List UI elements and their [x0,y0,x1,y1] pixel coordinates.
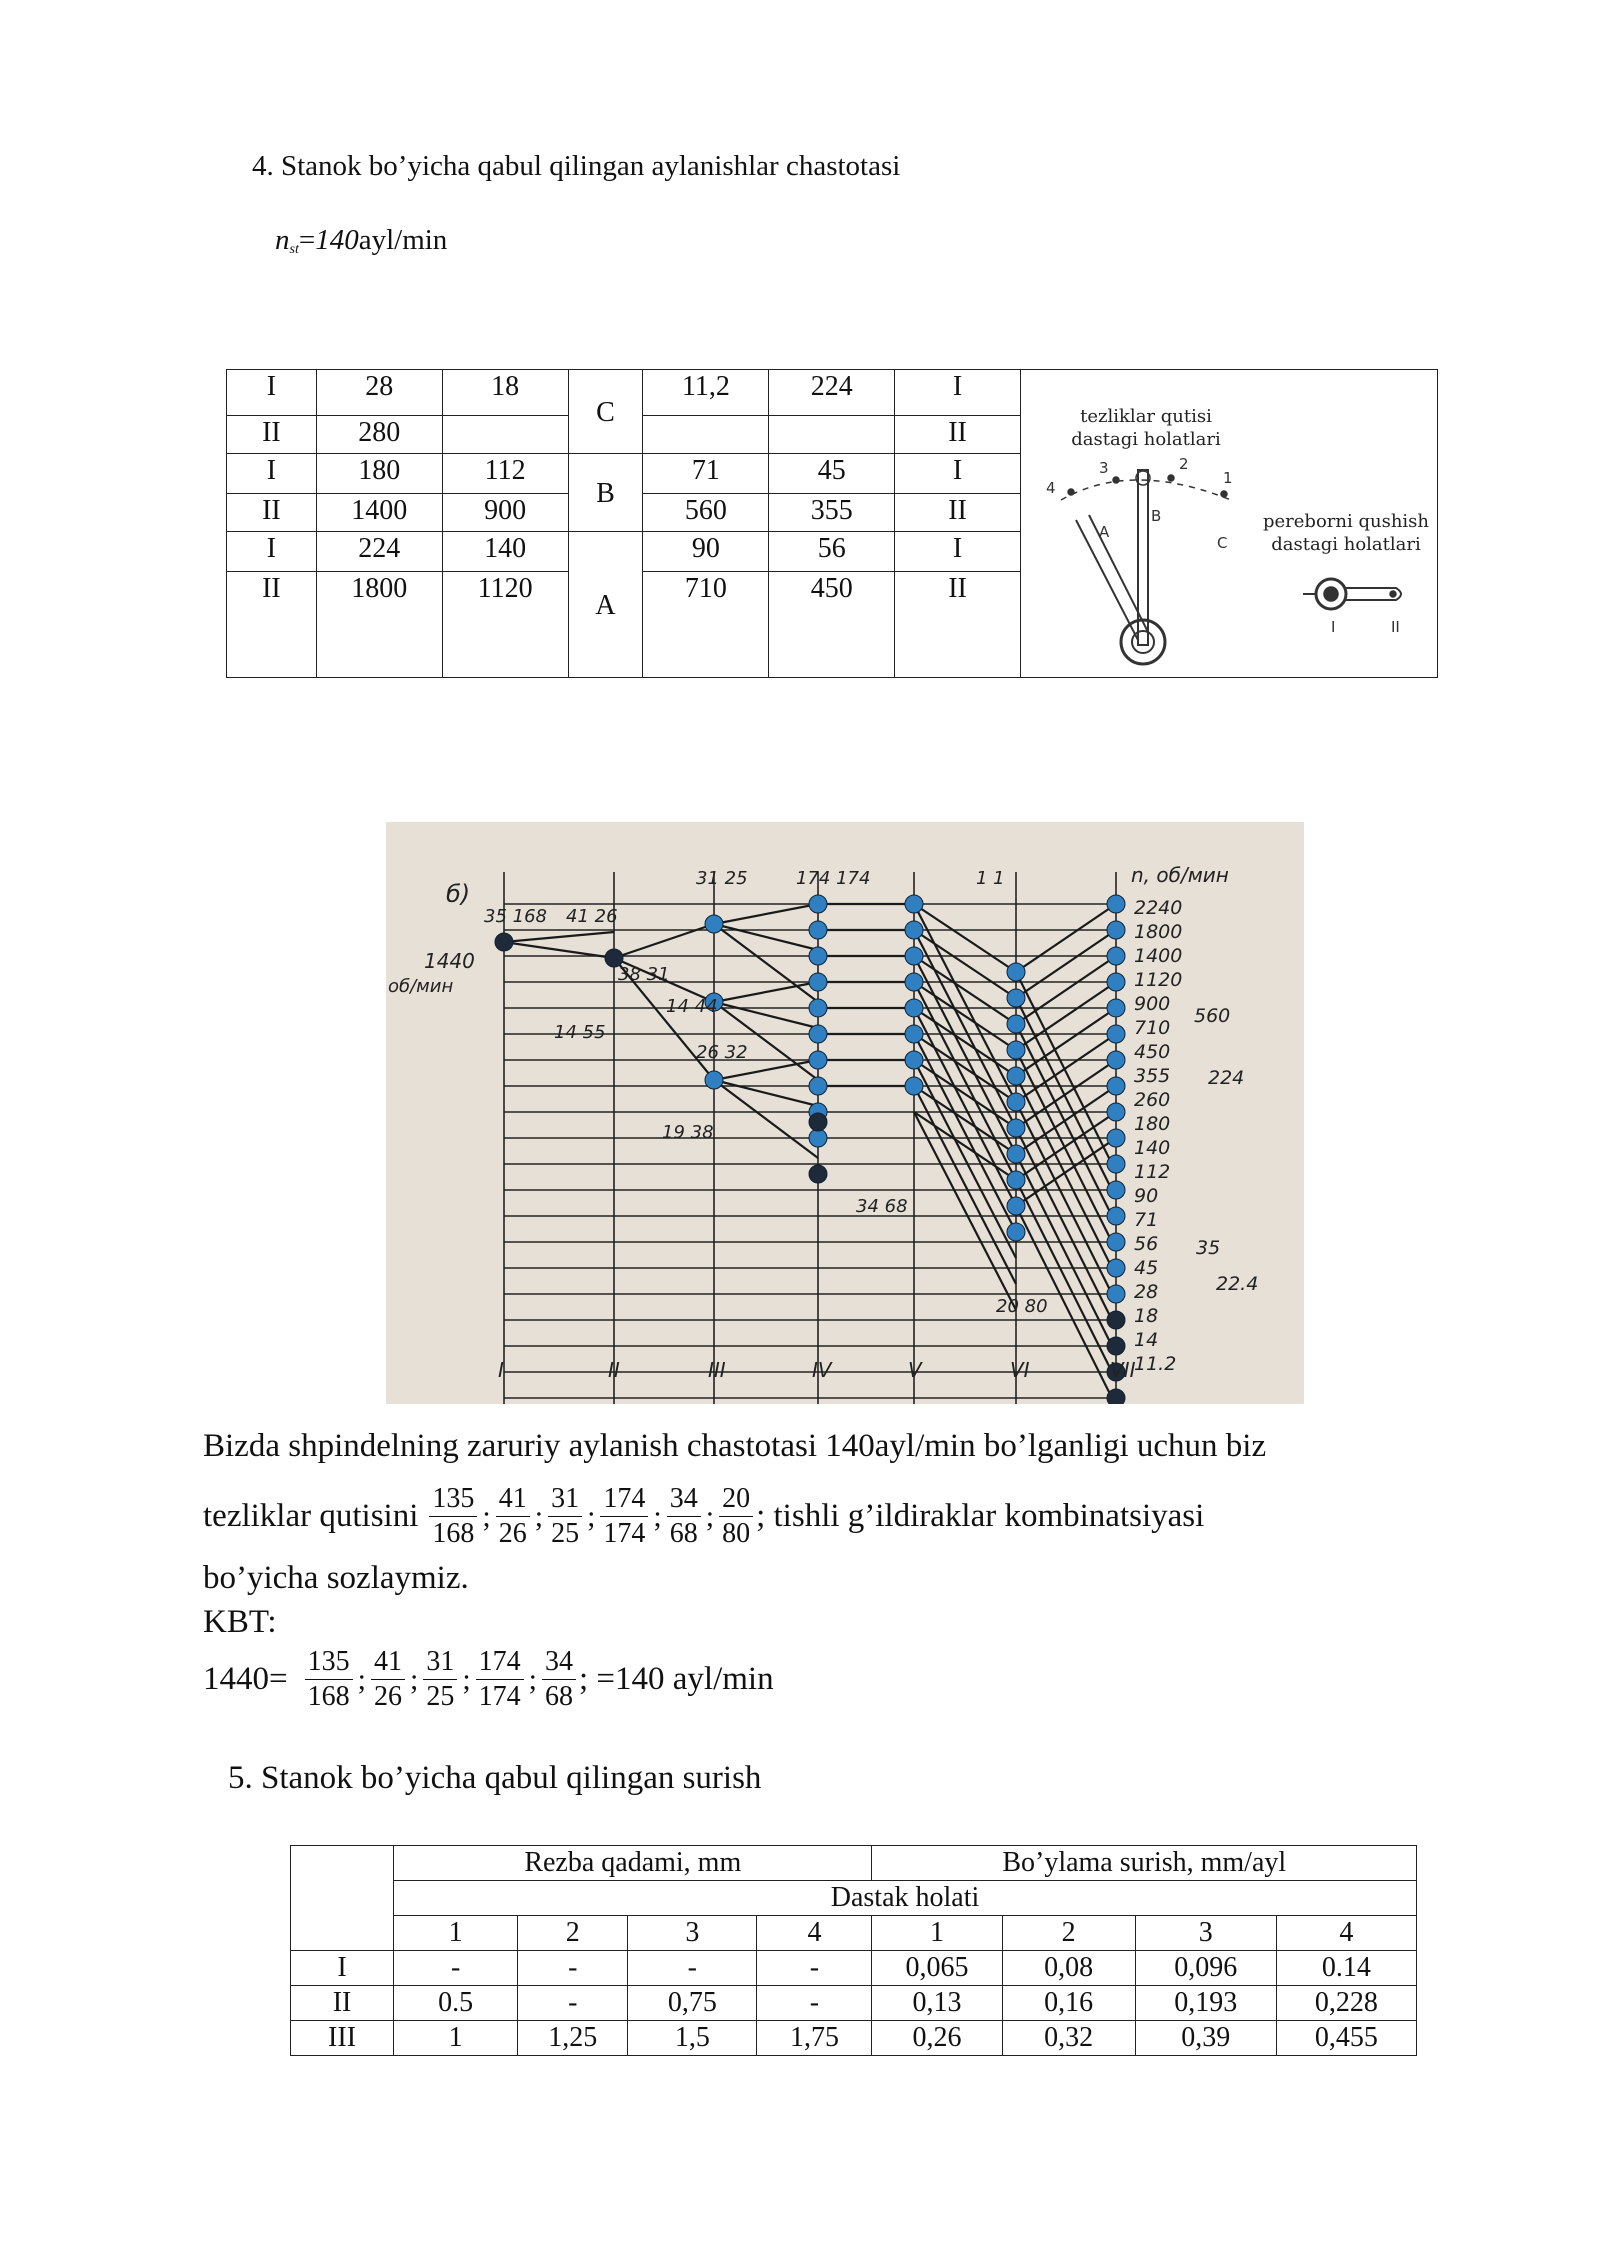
diagram-speed-node [809,1077,827,1095]
nst-symbol: n [275,224,290,256]
para-line-3: bo’yicha sozlaymiz. [203,1560,469,1596]
t1-cell: 112 [442,454,568,494]
diagram-gear-label: 31 25 [696,868,748,889]
feed-table [290,1845,1417,2056]
fraction-denominator: 174 [603,1518,646,1549]
fraction-separator: ; [409,1662,419,1696]
diagram-gear-label: 174 174 [796,868,871,889]
t1-cell: I [895,532,1021,572]
diagram-speed-label: 18 [1134,1305,1159,1327]
t1-cell: II [227,494,317,532]
diagram-speed-node [905,895,923,913]
t2-cell: - [518,1951,628,1986]
t2-col-header: 3 [628,1916,757,1951]
fraction-numerator: 34 [667,1482,701,1517]
formula-start: 1440= [203,1661,288,1697]
t2-cell: 0,16 [1002,1986,1135,2021]
t2-row-label: III [291,2021,394,2056]
diagram-gear-label: 41 26 [566,906,618,927]
diagram-speed-label: 90 [1134,1185,1159,1207]
fraction-numerator: 174 [600,1482,648,1517]
fraction-denominator: 168 [307,1681,350,1712]
diagram-speed-node [1107,1181,1125,1199]
t1-cell: 280 [316,416,442,454]
t1-cell: 1400 [316,494,442,532]
fraction-numerator: 135 [305,1645,353,1680]
t2-cell: - [628,1951,757,1986]
gear-ratio-fraction [476,1645,524,1714]
t1-cell: II [227,572,317,678]
fraction-separator: ; [462,1662,471,1696]
diagram-speed-label: 71 [1134,1209,1159,1231]
fraction-separator: ; [587,1499,596,1533]
t1-cell: II [895,416,1021,454]
diagram-speed-node [1107,1233,1125,1251]
fraction-separator: ; [705,1499,715,1533]
t1-cell: I [227,454,317,494]
t2-corner [291,1846,394,1951]
diagram-speed-label: 180 [1134,1113,1171,1135]
gear-ratio-fraction [667,1482,701,1551]
t1-cell: 11,2 [643,370,769,416]
t1-cell: 450 [769,572,895,678]
t1-cell: 224 [769,370,895,416]
diagram-gear-label: 26 32 [696,1042,748,1063]
gear-ratio-fraction [719,1482,753,1551]
diagram-speed-node [905,947,923,965]
t2-cell: 0,13 [872,1986,1002,2021]
diagram-speed-node [809,1113,827,1131]
t2-cell: 1 [394,2021,518,2056]
fig-label-1: tezliklar qutisi [1080,406,1213,427]
diagram-speed-label: 355 [1134,1065,1171,1087]
t2-cell: 0,228 [1276,1986,1416,2021]
diagram-speed-label: 28 [1134,1281,1159,1303]
t2-cell: 1,25 [518,2021,628,2056]
speed-structure-diagram [386,822,1304,1404]
diagram-gear-label: 38 31 [618,964,670,985]
t2-col-header: 1 [394,1916,518,1951]
diagram-speed-label-right: 560 [1194,1005,1231,1027]
diagram-speed-node [1107,1155,1125,1173]
diagram-shaft-label: III [708,1358,726,1382]
t2-col-header: 2 [518,1916,628,1951]
diagram-speed-label: 112 [1134,1161,1171,1183]
t1-cell: II [895,494,1021,532]
t2-cell: 0.5 [394,1986,518,2021]
gear-ratio-fraction [371,1645,405,1714]
diagram-speed-node [905,973,923,991]
diagram-speed-label-right: 22.4 [1216,1273,1259,1295]
t1-cell [643,416,769,454]
diagram-gear-label: 14 55 [554,1022,606,1043]
fraction-denominator: 68 [545,1681,573,1712]
t2-cell: 0,32 [1002,2021,1135,2056]
diagram-speed-node [1107,1311,1125,1329]
diagram-speed-node [905,1051,923,1069]
diagram-speed-label: 2240 [1134,897,1183,919]
t2-col-header: 3 [1135,1916,1276,1951]
t1-cell: 18 [442,370,568,416]
t1-letter-a: A [568,532,643,678]
t2-cell: - [394,1951,518,1986]
gear-ratio-fraction [496,1482,530,1551]
diagram-speed-node [1107,1285,1125,1303]
diagram-speed-node [1107,973,1125,991]
diagram-shaft-label: I [498,1358,504,1382]
kbt-label: KBT: [203,1604,277,1640]
fig-pos-3: 3 [1099,459,1110,477]
fig-lever-drawing [1061,470,1401,664]
diagram-speed-label: 1120 [1134,969,1183,991]
diagram-speed-node [705,1071,723,1089]
t1-cell: 180 [316,454,442,494]
diagram-speed-label: 260 [1134,1089,1171,1111]
t1-cell: 710 [643,572,769,678]
fraction-numerator: 41 [371,1645,405,1680]
diagram-speed-label: 11.2 [1134,1353,1177,1375]
fraction-separator: ; [528,1662,537,1696]
diagram-shaft-label: VI [1010,1358,1030,1382]
diagram-speed-label: 1400 [1134,945,1183,967]
diagram-speed-node [809,947,827,965]
fig-pos-1: 1 [1223,469,1234,487]
diagram-speed-node [705,915,723,933]
diagram-speed-node [905,1025,923,1043]
t2-col-header: 2 [1002,1916,1135,1951]
diagram-speed-node [1007,1119,1025,1137]
diagram-speed-node [905,999,923,1017]
diagram-unit-label: n, об/мин [1131,863,1229,887]
diagram-input-unit: об/мин [388,976,454,997]
spindle-speed-line [275,224,447,258]
t2-cell: 0,455 [1276,2021,1416,2056]
t1-cell [769,416,895,454]
diagram-speed-node [1007,989,1025,1007]
t1-cell: 560 [643,494,769,532]
fraction-denominator: 25 [551,1518,580,1549]
speed-diagram-svg [386,822,1304,1404]
diagram-speed-node [905,1077,923,1095]
fraction-denominator: 168 [432,1518,475,1549]
table-row [291,1951,1417,1986]
diagram-speed-node [809,1165,827,1183]
nst-unit: ayl/min [358,224,448,256]
t1-cell: 45 [769,454,895,494]
fraction-numerator: 31 [423,1645,457,1680]
t1-cell: 140 [442,532,568,572]
diagram-speed-node [1107,1259,1125,1277]
t2-cell: 0.14 [1276,1951,1416,1986]
fraction-separator: ; [653,1499,662,1533]
diagram-speed-node [1007,963,1025,981]
diagram-speed-node [1107,921,1125,939]
speed-table [226,369,1438,678]
diagram-corner-label: б) [446,880,471,908]
diagram-speed-node [1107,1051,1125,1069]
gear-ratio-fraction [423,1645,457,1714]
diagram-speed-node [809,973,827,991]
diagram-speed-node [809,895,827,913]
gear-fractions-1 [426,1482,756,1551]
t1-cell: 71 [643,454,769,494]
fig-letter-b: B [1151,507,1162,525]
t1-cell: 900 [442,494,568,532]
fraction-numerator: 34 [542,1645,576,1680]
diagram-speed-label: 710 [1134,1017,1171,1039]
diagram-speed-label: 56 [1134,1233,1159,1255]
fig-letter-c: C [1217,534,1228,552]
t1-cell: I [895,370,1021,416]
t1-cell: 355 [769,494,895,532]
diagram-speed-label: 45 [1134,1257,1159,1279]
t1-cell: 90 [643,532,769,572]
diagram-speed-label: 14 [1134,1329,1159,1351]
t1-letter-b: B [568,454,643,532]
diagram-speed-label: 1800 [1134,921,1183,943]
fraction-numerator: 31 [548,1482,582,1517]
fraction-numerator: 174 [476,1645,524,1680]
fig-label-2: dastagi holatlari [1071,429,1222,450]
diagram-speed-label: 450 [1134,1041,1171,1063]
t1-cell [442,416,568,454]
nst-subscript: st [289,242,299,257]
nst-eq: = [298,224,316,256]
diagram-shaft-label: V [908,1358,922,1382]
diagram-speed-node [1107,1389,1125,1404]
para-line-2-start: tezliklar qutisini [203,1498,419,1534]
t2-row-label: II [291,1986,394,2021]
para-line-2-end: ; tishli g’ildiraklar kombinatsiyasi [756,1498,1205,1534]
diagram-speed-node [1007,1093,1025,1111]
diagram-gear-label: 34 68 [856,1196,908,1217]
gear-ratio-fraction [305,1645,353,1714]
diagram-speed-node [1007,1197,1025,1215]
gear-ratio-fraction [548,1482,582,1551]
diagram-shaft-label: VII [1110,1358,1136,1382]
gearbox-lever-figure [1021,370,1436,670]
t1-cell: II [227,416,317,454]
diagram-speed-node [1007,1171,1025,1189]
t1-cell: 1120 [442,572,568,678]
t2-group-feed: Bo’ylama surish, mm/ayl [872,1846,1417,1881]
fig-switch-1: I [1331,618,1336,636]
t2-subheader: Dastak holati [394,1881,1417,1916]
kbt-formula [203,1645,774,1714]
t2-group-thread: Rezba qadami, mm [394,1846,872,1881]
gear-ratio-fraction [542,1645,576,1714]
fraction-denominator: 80 [722,1518,751,1549]
formula-end: ; =140 ayl/min [579,1661,774,1697]
t2-col-header: 4 [757,1916,872,1951]
diagram-gear-label: 1 1 [976,868,1005,889]
t1-cell: II [895,572,1021,678]
diagram-speed-node [1007,1067,1025,1085]
t2-cell: 0,75 [628,1986,757,2021]
t1-cell: 56 [769,532,895,572]
t2-cell: 0,193 [1135,1986,1276,2021]
diagram-speed-node [495,933,513,951]
diagram-speed-node [905,921,923,939]
t2-cell: 0,065 [872,1951,1002,1986]
fig-pos-2: 2 [1179,455,1190,473]
t1-letter-c: C [568,370,643,454]
diagram-speed-node [1107,895,1125,913]
t2-cell: - [518,1986,628,2021]
t1-cell: I [895,454,1021,494]
diagram-speed-node [1007,1223,1025,1241]
t2-col-header: 1 [872,1916,1002,1951]
diagram-gear-label: 14 44 [666,996,718,1017]
diagram-speed-label-right: 35 [1196,1237,1221,1259]
para-line-1: Bizda shpindelning zaruriy aylanish chastotasi 140ayl/min bo’lganligi uchun biz [203,1428,1267,1464]
fig-label-4: dastagi holatlari [1271,534,1422,555]
gear-ratio-fraction [600,1482,648,1551]
diagram-speed-node [1107,1025,1125,1043]
fraction-denominator: 174 [478,1681,521,1712]
diagram-speed-node [1107,999,1125,1017]
t2-cell: 0,08 [1002,1951,1135,1986]
diagram-speed-node [1107,1129,1125,1147]
diagram-speed-label: 900 [1134,993,1171,1015]
t1-cell: I [227,532,317,572]
fraction-separator: ; [482,1499,491,1533]
t2-cell: 1,5 [628,2021,757,2056]
gear-fractions-2 [302,1645,579,1714]
t2-cell: 0,26 [872,2021,1002,2056]
table-row [291,2021,1417,2056]
fraction-denominator: 68 [669,1518,698,1549]
t2-cell: 0,096 [1135,1951,1276,1986]
diagram-speed-node [809,1025,827,1043]
t2-cell: - [757,1986,872,2021]
section-heading-5: 5. Stanok bo’yicha qabul qilingan surish [228,1760,762,1796]
fig-switch-2: II [1391,618,1401,636]
table-row [291,1986,1417,2021]
t2-cell: - [757,1951,872,1986]
diagram-speed-node [1007,1041,1025,1059]
diagram-shaft-label: II [608,1358,620,1382]
diagram-speed-node [1107,947,1125,965]
diagram-speed-node [809,1051,827,1069]
diagram-speed-label-right: 224 [1208,1067,1245,1089]
fraction-denominator: 25 [426,1681,455,1712]
t2-cell: 1,75 [757,2021,872,2056]
diagram-input-speed: 1440 [424,949,475,973]
t1-cell: 1800 [316,572,442,678]
gearbox-lever-figure-cell [1020,370,1437,678]
t1-cell: 224 [316,532,442,572]
diagram-shaft-label: IV [812,1358,832,1382]
diagram-speed-node [1107,1207,1125,1225]
gear-ratio-fraction [429,1482,477,1551]
fig-letter-a: A [1099,523,1110,541]
diagram-speed-node [1107,1077,1125,1095]
diagram-gear-label: 19 38 [662,1122,714,1143]
nst-value: 140 [315,224,359,256]
fraction-separator: ; [357,1662,366,1696]
fraction-numerator: 20 [719,1482,753,1517]
diagram-speed-node [809,1129,827,1147]
diagram-speed-node [809,999,827,1017]
t1-cell: 28 [316,370,442,416]
diagram-speed-node [1007,1145,1025,1163]
fraction-numerator: 41 [496,1482,530,1517]
diagram-speed-node [1007,1015,1025,1033]
diagram-speed-node [1107,1103,1125,1121]
t1-cell: I [227,370,317,416]
diagram-speed-node [1107,1337,1125,1355]
fraction-separator: ; [534,1499,544,1533]
t2-cell: 0,39 [1135,2021,1276,2056]
fig-pos-4: 4 [1046,479,1057,497]
section-heading-4: 4. Stanok bo’yicha qabul qilingan aylanishlar chastotasi [252,150,901,182]
fig-label-3: pereborni qushish [1263,511,1430,532]
t2-col-header: 4 [1276,1916,1416,1951]
fraction-numerator: 135 [429,1482,477,1517]
diagram-gear-label: 35 168 [484,906,547,927]
fraction-denominator: 26 [373,1681,402,1712]
t2-row-label: I [291,1951,394,1986]
para-line-2 [203,1482,1204,1551]
diagram-speed-label: 140 [1134,1137,1171,1159]
diagram-gear-label: 20 80 [996,1296,1048,1317]
diagram-speed-node [809,921,827,939]
fraction-denominator: 26 [498,1518,527,1549]
